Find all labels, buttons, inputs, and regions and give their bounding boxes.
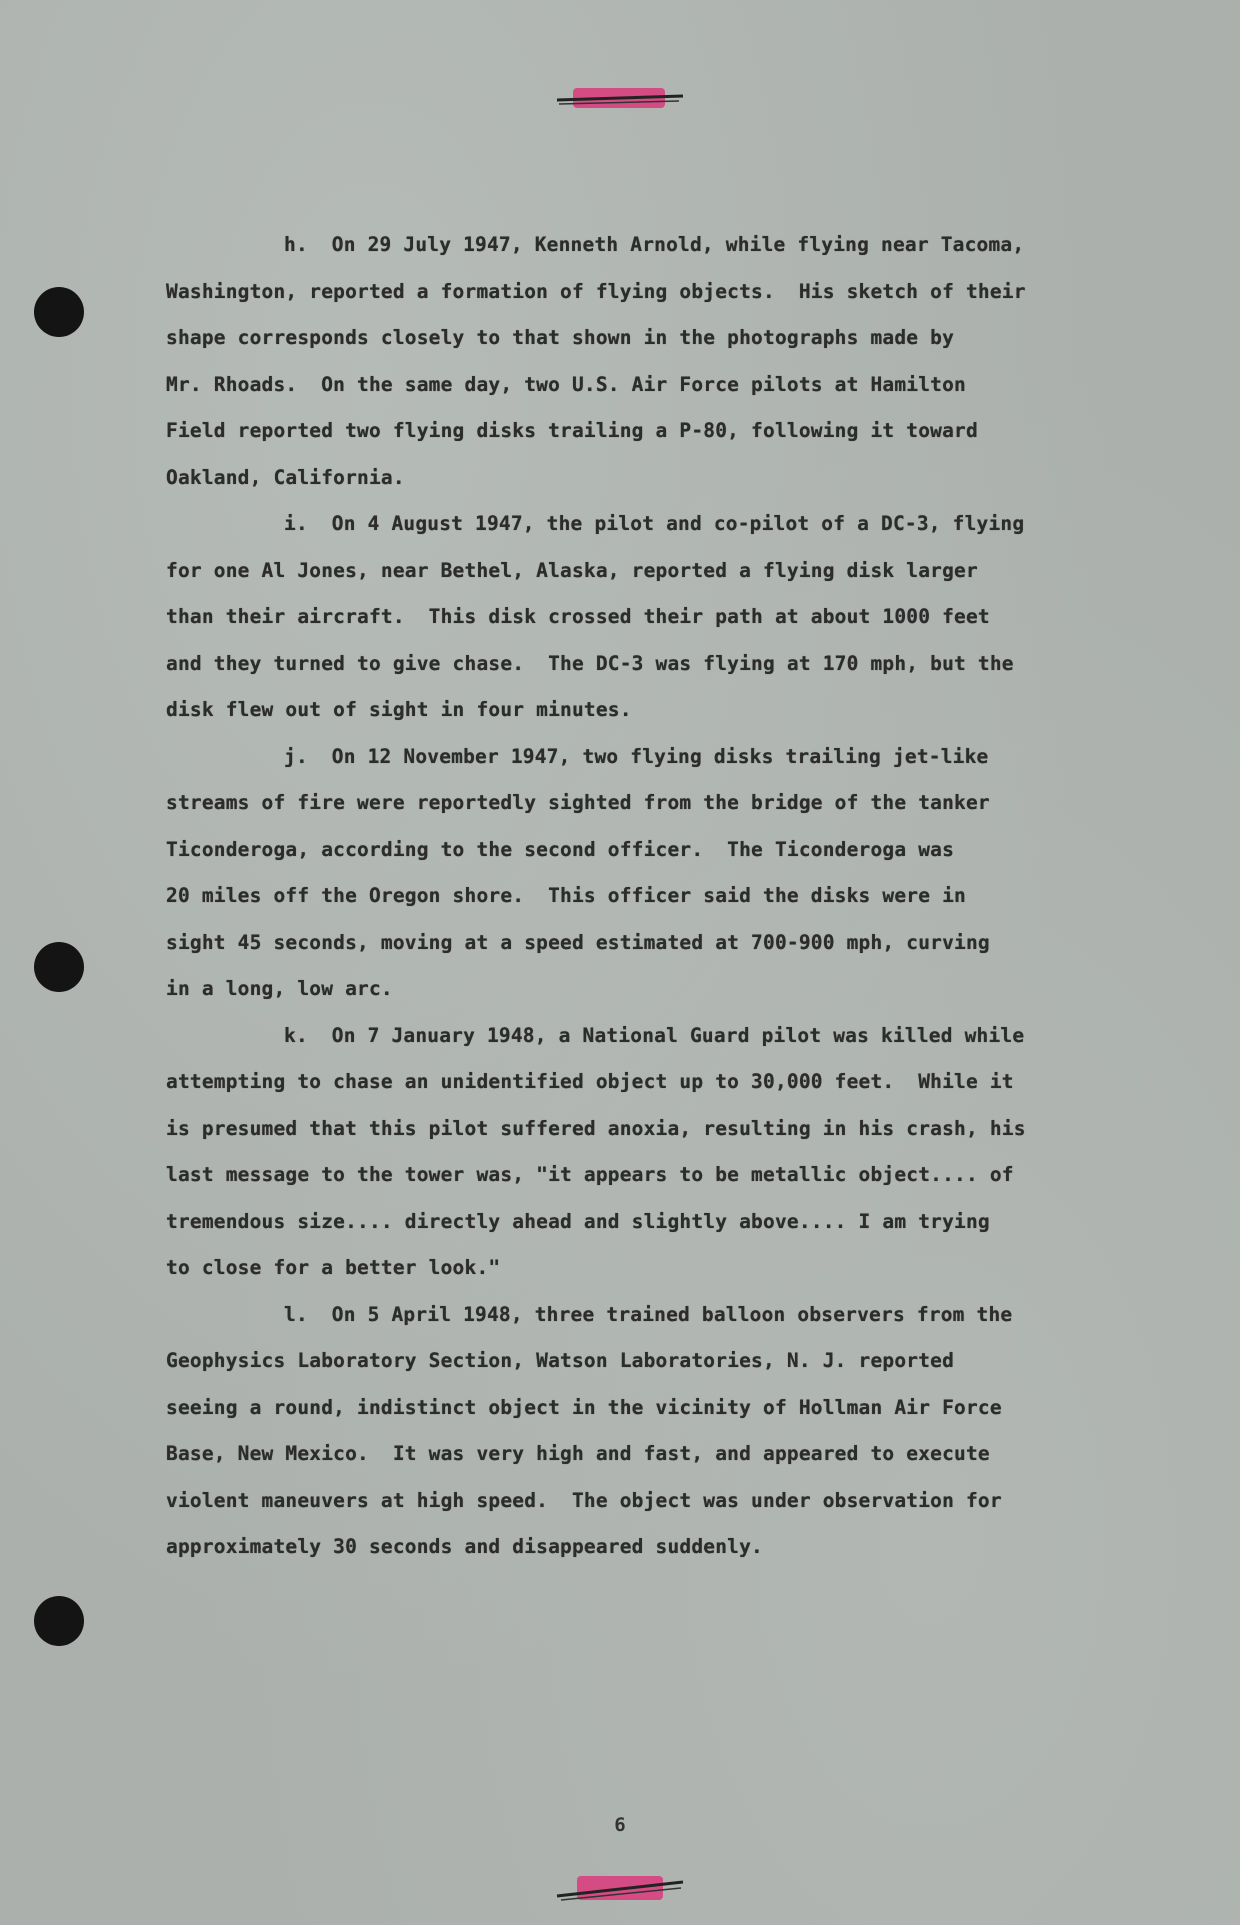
redaction-stamp-top <box>555 82 685 116</box>
text-line: violent maneuvers at high speed. The object was under observation for <box>166 1488 1002 1512</box>
text-line: than their aircraft. This disk crossed their path at about 1000 feet <box>166 605 990 628</box>
text-line: Field reported two flying disks trailing a P-80, following it toward <box>166 419 978 442</box>
text-line: is presumed that this pilot suffered anoxia, resulting in his crash, his <box>166 1116 1026 1140</box>
text-line: approximately 30 seconds and disappeared suddenly. <box>166 1535 763 1558</box>
text-line: disk flew out of sight in four minutes. <box>166 698 632 721</box>
text-line: Mr. Rhoads. On the same day, two U.S. Air Force pilots at Hamilton <box>166 372 966 396</box>
text-line: shape corresponds closely to that shown in the photographs made by <box>166 326 955 349</box>
paragraph-i <box>166 501 1096 734</box>
text-line: j. On 12 November 1947, two flying disks trailing jet-like <box>284 744 989 768</box>
text-line: streams of fire were reportedly sighted from the bridge of the tanker <box>166 791 990 814</box>
text-line: 20 miles off the Oregon shore. This officer said the disks were in <box>166 884 966 907</box>
page-number: 6 <box>614 1814 626 1836</box>
text-line: last message to the tower was, "it appears to be metallic object.... of <box>166 1163 1014 1186</box>
text-line: Base, New Mexico. It was very high and fast, and appeared to execute <box>166 1442 990 1465</box>
paragraph-l <box>166 1292 1096 1571</box>
text-line: Washington, reported a formation of flying objects. His sketch of their <box>166 279 1026 303</box>
document-body <box>166 222 1096 1571</box>
redaction-stamp-bottom <box>555 1872 685 1906</box>
text-line: for one Al Jones, near Bethel, Alaska, reported a flying disk larger <box>166 558 978 582</box>
text-line: and they turned to give chase. The DC-3 was flying at 170 mph, but the <box>166 651 1014 675</box>
text-line: l. On 5 April 1948, three trained balloon observers from the <box>284 1302 1013 1326</box>
text-line: k. On 7 January 1948, a National Guard pilot was killed while <box>284 1023 1025 1047</box>
text-line: Ticonderoga, according to the second officer. The Ticonderoga was <box>166 837 955 861</box>
punch-hole-bottom <box>34 1596 84 1646</box>
text-line: in a long, low arc. <box>166 977 393 1000</box>
text-line: sight 45 seconds, moving at a speed estimated at 700-900 mph, curving <box>166 930 990 954</box>
text-line: seeing a round, indistinct object in the vicinity of Hollman Air Force <box>166 1395 1002 1419</box>
punch-hole-middle <box>34 942 84 992</box>
punch-hole-top <box>34 287 84 337</box>
redaction-mark-icon <box>555 82 685 116</box>
text-line: tremendous size.... directly ahead and slightly above.... I am trying <box>166 1209 990 1233</box>
paragraph-h <box>166 222 1096 501</box>
paragraph-j <box>166 734 1096 1013</box>
redaction-mark-icon <box>555 1872 685 1906</box>
paragraph-k <box>166 1013 1096 1292</box>
text-line: to close for a better look." <box>166 1256 501 1279</box>
text-line: attempting to chase an unidentified object up to 30,000 feet. While it <box>166 1070 1014 1093</box>
text-line: Geophysics Laboratory Section, Watson Laboratories, N. J. reported <box>166 1349 955 1372</box>
text-line: i. On 4 August 1947, the pilot and co-pilot of a DC-3, flying <box>284 512 1025 535</box>
text-line: Oakland, California. <box>166 465 405 489</box>
text-line: h. On 29 July 1947, Kenneth Arnold, while flying near Tacoma, <box>284 233 1025 256</box>
